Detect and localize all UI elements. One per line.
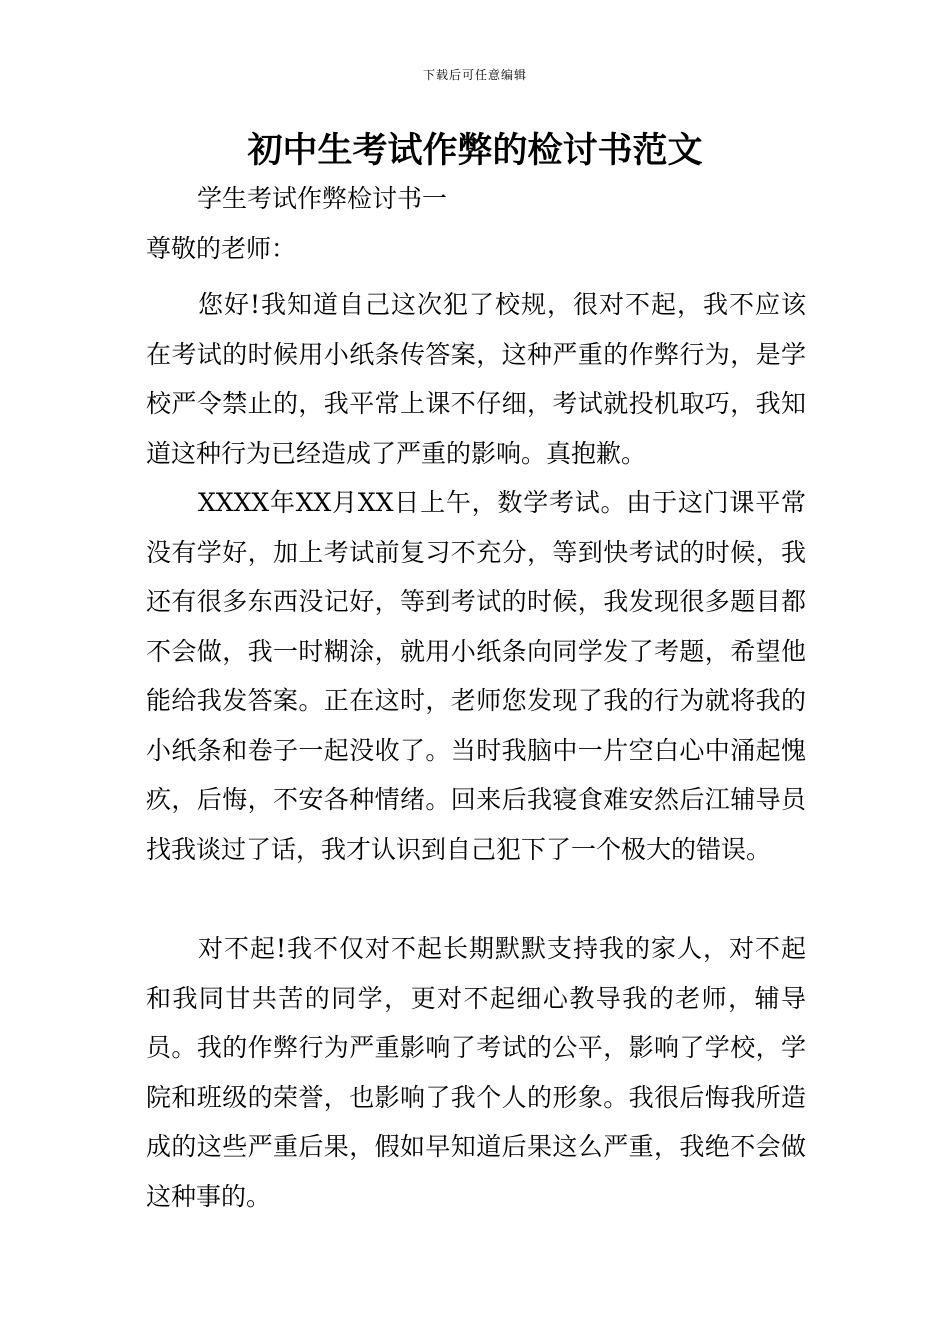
document-title: 初中生考试作弊的检讨书范文 [247,131,703,171]
document-subtitle: 学生考试作弊检讨书一 [197,184,448,213]
body-paragraph: 对不起!我不仅对不起长期默默支持我的家人，对不起和我同甘共苦的同学，更对不起细心教导我的老师，辅导员。我的作弊行为严重影响了考试的公平，影响了学校，学院和班级的荣誉，也影响了我个人的形象。我很后悔我所造成的这些严重后果，假如早知道后果这么严重，我绝不会做这种事的。 [146,934,806,1211]
body-paragraph: 您好!我知道自己这次犯了校规，很对不起，我不应该在考试的时候用小纸条传答案，这种严重的作弊行为，是学校严令禁止的，我平常上课不仔细，考试就投机取巧，我知道这种行为已经造成了严重的影响。真抱歉。 [146,290,806,468]
body-paragraph: XXXX年XX月XX日上午，数学考试。由于这门课平常没有学好，加上考试前复习不充分，等到快考试的时候，我还有很多东西没记好，等到考试的时候，我发现很多题目都不会做，我一时糊涂，就用小纸条向同学发了考题，希望他能给我发答案。正在这时，老师您发现了我的行为就将我的小纸条和卷子一起没收了。当时我脑中一片空白心中涌起愧疚，后悔，不安各种情绪。回来后我寝食难安然后江辅导员找我谈过了话，我才认识到自己犯下了一个极大的错误。 [146,488,806,864]
salutation: 尊敬的老师： [146,234,297,263]
page-header-note: 下载后可任意编辑 [422,68,527,82]
